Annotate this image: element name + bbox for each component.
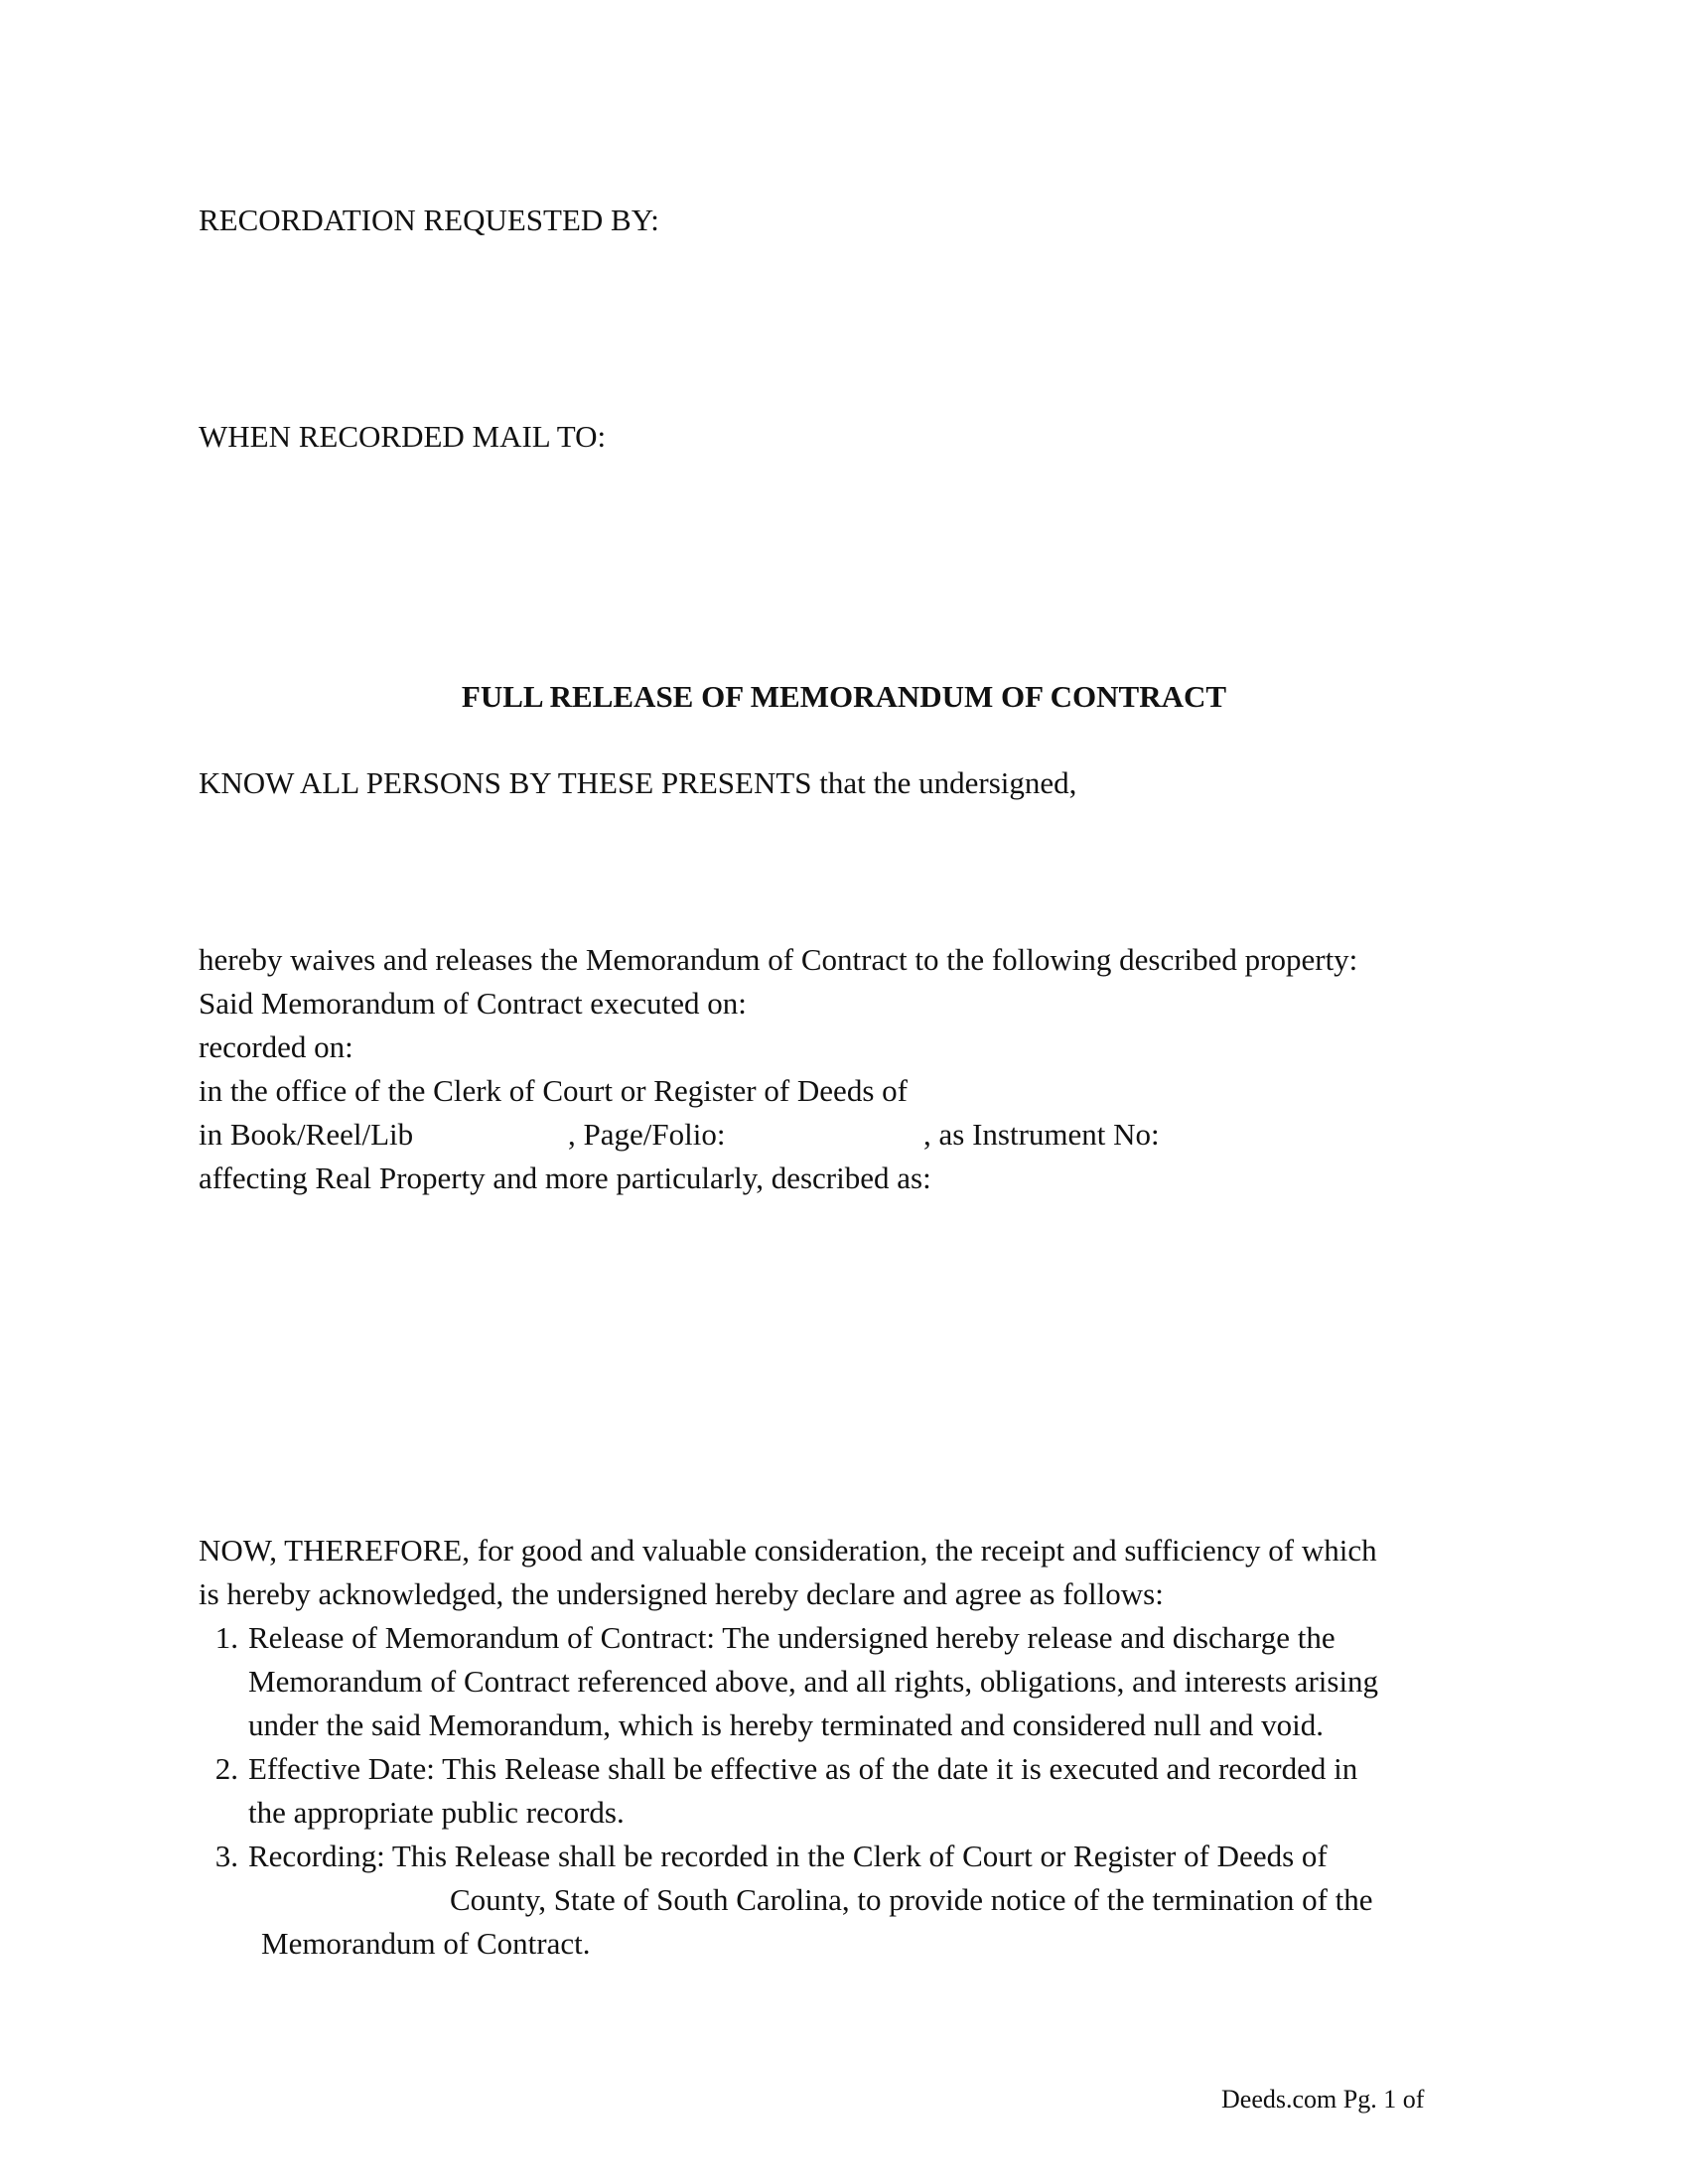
page-folio-label: , Page/Folio:: [568, 1117, 726, 1152]
waives-line: hereby waives and releases the Memorandum of Contract to the following described property:: [199, 942, 1358, 977]
list-item-line: Recording: This Release shall be recorded in the Clerk of Court or Register of Deeds of: [248, 1839, 1328, 1873]
list-item-line: the appropriate public records.: [248, 1795, 625, 1830]
recorded-on-label: recorded on:: [199, 1029, 353, 1064]
now-therefore-line-2: is hereby acknowledged, the undersigned hereby declare and agree as follows:: [199, 1576, 1164, 1611]
when-recorded-mail-label: WHEN RECORDED MAIL TO:: [199, 419, 607, 454]
now-therefore-line-1: NOW, THEREFORE, for good and valuable consideration, the receipt and sufficiency of which: [199, 1533, 1377, 1568]
page-footer: Deeds.com Pg. 1 of: [1221, 2085, 1425, 2114]
list-item-line: Effective Date: This Release shall be effective as of the date it is executed and recorded in: [248, 1751, 1358, 1786]
list-item-line: Memorandum of Contract.: [261, 1926, 591, 1961]
list-item-number: 1.: [214, 1620, 238, 1655]
list-item-number: 2.: [214, 1751, 238, 1786]
executed-on-label: Said Memorandum of Contract executed on:: [199, 986, 747, 1021]
intro-text: KNOW ALL PERSONS BY THESE PRESENTS that the undersigned,: [199, 765, 1077, 800]
recordation-requested-label: RECORDATION REQUESTED BY:: [199, 203, 659, 237]
list-item-number: 3.: [214, 1839, 238, 1873]
affecting-line: affecting Real Property and more particularly, described as:: [199, 1160, 931, 1195]
book-label: in Book/Reel/Lib: [199, 1117, 414, 1152]
list-item-line: County, State of South Carolina, to provide notice of the termination of the: [450, 1882, 1373, 1917]
list-item-line: Memorandum of Contract referenced above, and all rights, obligations, and interests arising: [248, 1664, 1379, 1699]
office-line: in the office of the Clerk of Court or Register of Deeds of: [199, 1073, 908, 1108]
list-item-line: under the said Memorandum, which is hereby terminated and considered null and void.: [248, 1707, 1324, 1742]
instrument-no-label: , as Instrument No:: [923, 1117, 1160, 1152]
list-item-line: Release of Memorandum of Contract: The undersigned hereby release and discharge the: [248, 1620, 1336, 1655]
document-title: FULL RELEASE OF MEMORANDUM OF CONTRACT: [461, 679, 1227, 714]
